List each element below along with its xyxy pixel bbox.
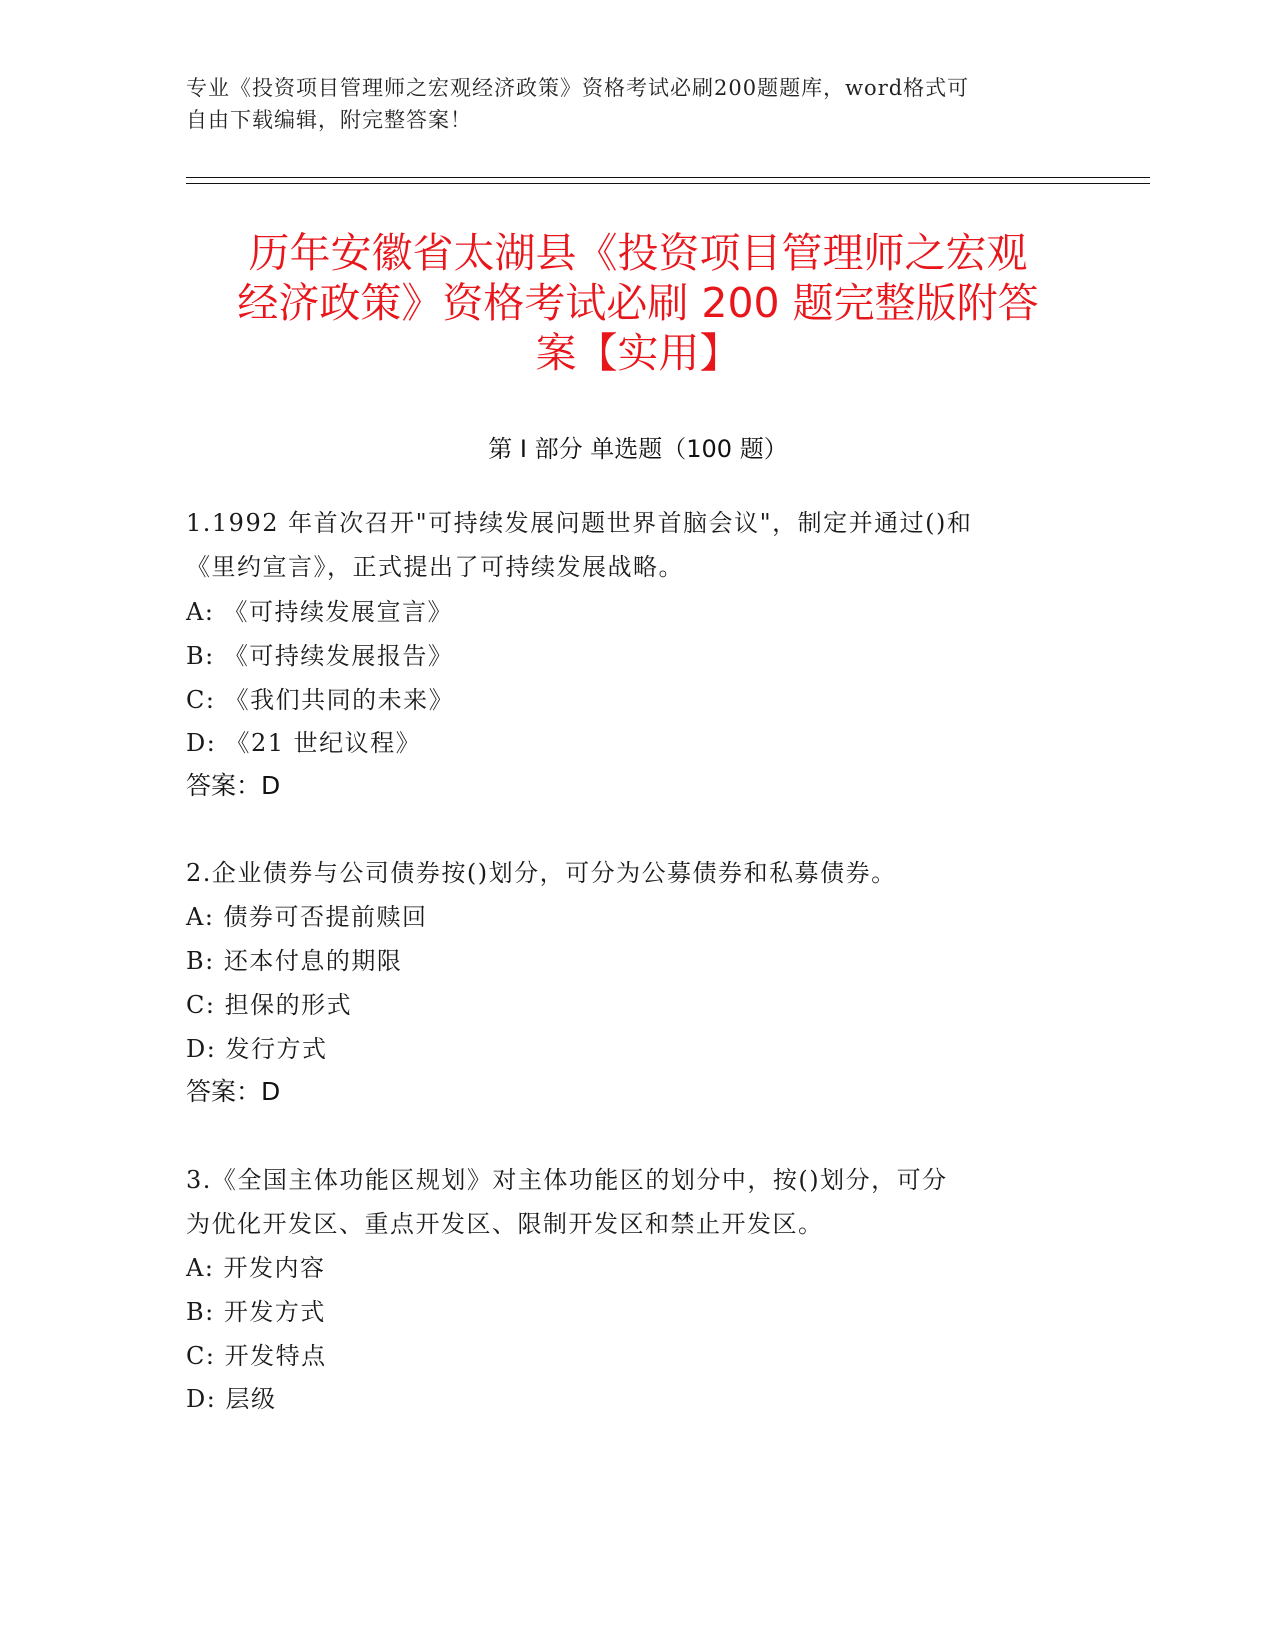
question-2-option-a: A: 债券可否提前赎回 xyxy=(186,903,428,931)
header-divider-top xyxy=(186,177,1150,178)
question-3-option-c: C: 开发特点 xyxy=(186,1342,327,1370)
question-2-option-b: B: 还本付息的期限 xyxy=(186,947,403,975)
question-2-option-d: D: 发行方式 xyxy=(186,1035,328,1063)
section-title: 第 I 部分 单选题（100 题） xyxy=(488,435,788,463)
question-1-option-c: C: 《我们共同的未来》 xyxy=(186,686,455,714)
question-1-option-b: B: 《可持续发展报告》 xyxy=(186,642,454,670)
question-3-option-b: B: 开发方式 xyxy=(186,1298,326,1326)
question-3-option-a: A: 开发内容 xyxy=(186,1254,326,1282)
document-title-line-2: 经济政策》资格考试必刷 200 题完整版附答 xyxy=(237,279,1039,327)
header-note xyxy=(186,72,1066,136)
question-3-stem-line-2: 为优化开发区、重点开发区、限制开发区和禁止开发区。 xyxy=(186,1210,824,1238)
question-1-option-a: A: 《可持续发展宣言》 xyxy=(186,598,454,626)
question-2-option-c: C: 担保的形式 xyxy=(186,991,353,1019)
question-3-option-d: D: 层级 xyxy=(186,1385,277,1413)
document-title-line-3: 案【实用】 xyxy=(535,329,741,377)
question-1-option-d: D: 《21 世纪议程》 xyxy=(186,729,422,757)
document-title-line-1: 历年安徽省太湖县《投资项目管理师之宏观 xyxy=(248,229,1028,277)
document-title xyxy=(186,228,1090,378)
question-3-stem-line-1: 3.《全国主体功能区规划》对主体功能区的划分中，按()划分，可分 xyxy=(186,1166,948,1194)
header-note-line-2: 自由下载编辑，附完整答案！ xyxy=(186,108,472,132)
header-note-line-1: 专业《投资项目管理师之宏观经济政策》资格考试必刷200题题库，word格式可 xyxy=(186,76,970,100)
question-2-stem-line-1: 2.企业债券与公司债券按()划分，可分为公募债券和私募债券。 xyxy=(186,859,897,887)
header-divider-bottom xyxy=(186,183,1150,184)
question-1-answer: 答案：D xyxy=(186,771,281,800)
question-2-answer: 答案：D xyxy=(186,1077,281,1106)
question-1-stem-line-1: 1.1992 年首次召开"可持续发展问题世界首脑会议"，制定并通过()和 xyxy=(186,509,973,537)
question-1-stem-line-2: 《里约宣言》，正式提出了可持续发展战略。 xyxy=(186,553,684,581)
